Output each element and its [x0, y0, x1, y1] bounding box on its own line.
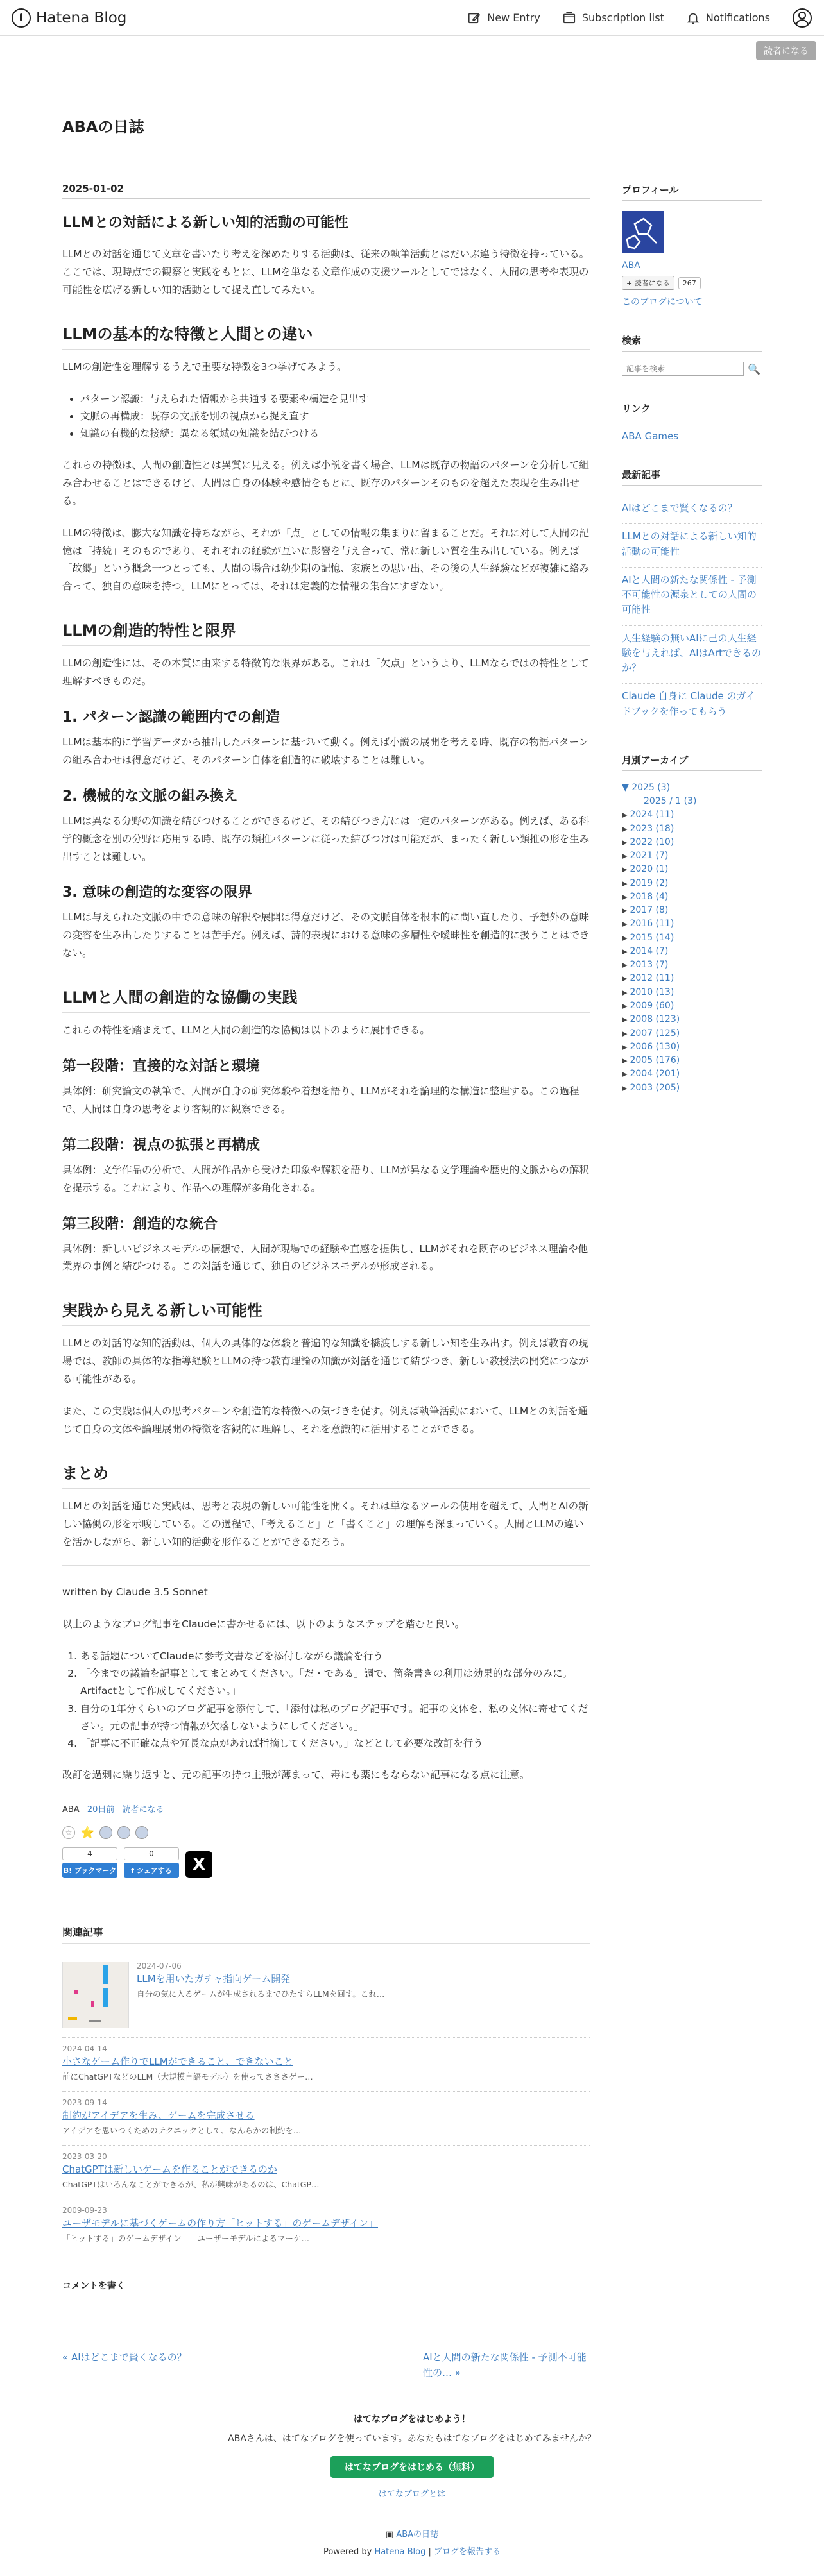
archive-year[interactable]: [622, 958, 762, 972]
basic-list: [62, 391, 590, 443]
paragraph-note: 改訂を過剰に繰り返すと、元の記事の持つ主張が薄まって、毒にも薬にもならない記事になる点に注意。: [62, 1768, 530, 1781]
archive-year[interactable]: [622, 822, 762, 836]
sidebar: [622, 183, 762, 2412]
related-item: [62, 2092, 590, 2146]
new-entry-label: New Entry: [487, 12, 540, 24]
recent-link[interactable]: LLMとの対話による新しい知的活動の可能性: [622, 530, 757, 557]
archive-link[interactable]: 2023 (18): [630, 823, 674, 834]
subscribe-button[interactable]: 読者になる: [756, 41, 816, 60]
list-item: • 知識の有機的な接続：異なる領域の知識を結びつける: [80, 425, 590, 443]
follower-count: 267: [678, 277, 701, 289]
archive-link[interactable]: 2008 (123): [630, 1014, 680, 1025]
archive-month[interactable]: [622, 795, 762, 808]
entry-date[interactable]: 2025-01-02: [62, 183, 590, 199]
powered-by: Powered by Hatena Blog | ブログを報告する: [323, 2546, 501, 2557]
avatar[interactable]: [99, 1826, 112, 1839]
heading-stage-3: 第三段階：創造的な統合: [62, 1216, 218, 1232]
paragraph-basic-3: LLMの特徴は、膨大な知識を持ちながら、それが「点」としての情報の集まりに留まることだ。それに対して人間の記憶は「持続」そのものであり、それぞれの経験が互いに影響を与え合って、常に新しい質を生み出している。例えば「故郷」という概念一つとっても、人間の場合は幼少期の記憶、家族との思い出、その後の人生経験などが複雑に絡み合って、独自の意味を持つ。LLMにとっては、それは定義的な情報の集合にすぎない。: [62, 527, 590, 593]
related-link[interactable]: ユーザモデルに基づくゲームの作り方「ヒットする」のゲームデザイン」: [62, 2217, 379, 2229]
user-menu-button[interactable]: [792, 8, 812, 28]
expand-triangle-icon[interactable]: ▶: [622, 974, 628, 983]
list-item: • パターン認識：与えられた情報から共通する要素や構造を見出す: [80, 391, 590, 408]
hatena-bookmark-button[interactable]: [62, 1847, 117, 1878]
steps-list: [62, 1648, 590, 1752]
archive-year[interactable]: [622, 904, 762, 917]
related-item: [62, 2146, 590, 2199]
user-circle-icon: [792, 8, 812, 28]
related-item: [62, 2199, 590, 2253]
list-item: • 文脈の再構成：既存の文脈を別の視点から捉え直す: [80, 408, 590, 425]
search-input[interactable]: [622, 362, 744, 376]
step-item: 1. ある話題についてClaudeに参考文書などを添付しながら議論を行う: [80, 1648, 590, 1665]
related-snippet: 自分の気に入るゲームが生成されるまでひたすらLLMを回す。これ…: [137, 1988, 385, 1999]
about-blog-link[interactable]: このブログについて: [622, 297, 703, 307]
facebook-share-button[interactable]: [124, 1847, 179, 1878]
search-module: [622, 334, 762, 376]
paragraph-practice-2: また、この実践は個人の思考パターンや創造的な特徴への気づきを促す。例えば執筆活動において、LLMとの対話を通じて自身の文体や論理展開の特徴を客観的に理解し、それを意識的に活用することができる。: [62, 1405, 588, 1435]
link-module: [622, 402, 762, 442]
pencil-square-icon: [467, 11, 481, 25]
profile-avatar[interactable]: [622, 211, 664, 253]
brand-name: Hatena Blog: [36, 9, 127, 26]
related-link[interactable]: 制約がアイデアを生み、ゲームを完成させる: [62, 2109, 255, 2121]
archive-link[interactable]: 2025 / 1 (3): [644, 796, 697, 807]
archive-year[interactable]: [622, 863, 762, 876]
related-date: 2024-04-14: [62, 2044, 107, 2053]
expand-triangle-icon[interactable]: ▶: [622, 961, 628, 970]
archive-link[interactable]: 2013 (7): [630, 960, 669, 970]
page-footer: [62, 2412, 762, 2576]
paragraph-pattern: LLMは基本的に学習データから抽出したパターンに基づいて動く。例えば小説の展開を考える時、既存の物語パターンの組み合わせは得意だけど、そのパターン自体を創造的に破壊することは難しい。: [62, 736, 589, 766]
heading-collab: LLMと人間の創造的な協働の実践: [62, 985, 590, 1013]
heading-practice: 実践から見える新しい可能性: [62, 1298, 590, 1326]
expand-triangle-icon[interactable]: ▶: [622, 1056, 628, 1065]
hatena-bookmark-count: 4: [62, 1847, 117, 1860]
report-blog-link[interactable]: ブログを報告する: [434, 2546, 501, 2557]
search-title: 検索: [622, 334, 762, 352]
related-snippet: 前にChatGPTなどのLLM（大規模言語モデル）を使ってさささゲー…: [62, 2071, 313, 2081]
archive-year[interactable]: [622, 972, 762, 985]
heading-meaning: 3. 意味の創造的な変容の限界: [62, 885, 252, 901]
aba-games-link[interactable]: ABA Games: [622, 430, 679, 442]
paragraph-practice: LLMとの対話的な知的活動は、個人の具体的な体験と普遍的な知識を橋渡しする新しい知を生み出す。例えば教育の現場では、教師の具体的な指導経験とLLMの持つ教育理論の知識が対話を通じて結びつき、新しい教授法の開発につながる可能性がある。: [62, 1337, 589, 1385]
archive-year[interactable]: [622, 945, 762, 958]
related-date: 2023-09-14: [62, 2097, 107, 2107]
profile-name-link[interactable]: ABA: [622, 260, 640, 271]
star-icon: ⭐: [80, 1826, 95, 1840]
paragraph-context: LLMは異なる分野の知識を結びつけることができるけど、その結びつき方には一定のパターンがある。例えば、ある科学的概念を別の分野に応用する時、既存の類推パターンに従った結びつけは可能だが、まったく新しい類推の形を生み出すことは難しい。: [62, 815, 590, 863]
heading-stage-2: 第二段階：視点の拡張と再構成: [62, 1137, 261, 1153]
x-share-button[interactable]: X: [185, 1851, 212, 1878]
hatena-blog-link[interactable]: Hatena Blog: [374, 2546, 426, 2557]
hatena-blog-logo[interactable]: [12, 8, 126, 28]
pager-next-link[interactable]: AIと人間の新たな関係性 - 予測不可能性の… »: [423, 2351, 587, 2378]
archive-link[interactable]: 2014 (7): [630, 945, 669, 956]
archive-link[interactable]: 2009 (60): [630, 1001, 674, 1011]
expand-triangle-icon[interactable]: ▶: [622, 1042, 628, 1051]
heading-stage-1: 第一段階：直接的な対話と環境: [62, 1058, 261, 1074]
related-link[interactable]: LLMを用いたガチャ指向ゲーム開発: [137, 1972, 291, 1985]
heading-pattern: 1. パターン認識の範囲内での創造: [62, 709, 280, 725]
related-snippet: ChatGPTはいろんなことができるが、私が興味があるのは、ChatGP…: [62, 2179, 320, 2189]
archive-link[interactable]: 2010 (13): [630, 987, 674, 997]
expand-triangle-icon[interactable]: ▶: [622, 906, 628, 915]
archive-year[interactable]: [622, 877, 762, 890]
heading-summary: まとめ: [62, 1461, 590, 1489]
archive-link[interactable]: 2021 (7): [630, 851, 669, 861]
archive-year[interactable]: [622, 849, 762, 863]
archive-module: [622, 753, 762, 1095]
expand-triangle-icon[interactable]: ▶: [622, 811, 628, 820]
follow-row: [622, 276, 762, 290]
follow-button[interactable]: + 読者になる: [622, 276, 674, 290]
paragraph-basic: LLMの創造性を理解するうえで重要な特徴を3つ挙げてみよう。: [62, 360, 347, 373]
related-thumbnail[interactable]: [62, 1962, 129, 2028]
blog-title[interactable]: ABAの日誌: [62, 118, 144, 136]
notifications-label: Notifications: [705, 12, 770, 24]
powered-by-prefix: Powered by: [323, 2546, 375, 2557]
expand-triangle-icon[interactable]: ▶: [622, 1083, 628, 1092]
paragraph-intro: LLMとの対話を通じて文章を書いたり考えを深めたりする活動は、従来の執筆活動とはだいぶ違う特徴を持っている。ここでは、現時点での観察と実践をもとに、LLMを単なる文章作成の支援ツールとしてではなく、人間の思考や表現の可能性を広げる新しい知的活動として捉え直してみたい。: [62, 248, 590, 296]
archive-year[interactable]: [622, 836, 762, 849]
archive-link[interactable]: 2003 (205): [630, 1082, 680, 1093]
related-date: 2024-07-06: [137, 1961, 182, 1970]
archive-link[interactable]: 2020 (1): [630, 864, 669, 875]
entry-title[interactable]: LLMとの対話による新しい知的活動の可能性: [62, 215, 348, 231]
global-header: [0, 0, 824, 36]
author-name: ABA: [62, 1804, 80, 1815]
avatar[interactable]: [117, 1826, 130, 1839]
new-entry-button[interactable]: [467, 11, 540, 25]
facebook-share-count: 0: [124, 1847, 179, 1860]
expand-triangle-icon[interactable]: ▶: [622, 947, 628, 956]
expand-triangle-icon[interactable]: ▶: [622, 1070, 628, 1079]
list-item: [622, 524, 762, 568]
page-wrapper: [62, 114, 762, 2576]
subscription-list-button[interactable]: [562, 11, 664, 25]
archive-list: [622, 808, 762, 1095]
profile-module: [622, 183, 762, 308]
archive-year[interactable]: [622, 1054, 762, 1067]
heading-creative: LLMの創造的特性と限界: [62, 618, 590, 646]
archive-year[interactable]: [622, 931, 762, 945]
archive-year[interactable]: [622, 1067, 762, 1081]
paragraph-creative: LLMの創造性には、その本質に由来する特徴的な限界がある。これは「欠点」というより、LLMならではの特性として理解すべきものだ。: [62, 657, 589, 688]
divider: [62, 1565, 590, 1566]
archive-year[interactable]: [622, 808, 762, 822]
main-column: [62, 183, 590, 2412]
archive-link[interactable]: 2012 (11): [630, 973, 674, 984]
archive-year[interactable]: [622, 999, 762, 1013]
expand-triangle-icon[interactable]: ▶: [622, 988, 628, 997]
list-item: [622, 684, 762, 727]
subscribe-link[interactable]: 読者になる: [122, 1804, 164, 1815]
expand-triangle-icon[interactable]: ▶: [622, 838, 628, 847]
list-item: [622, 496, 762, 524]
archive-link[interactable]: 2017 (8): [630, 905, 669, 916]
expand-triangle-icon[interactable]: ▶: [622, 824, 628, 833]
expand-triangle-icon[interactable]: ▶: [622, 865, 628, 874]
pager-prev-link[interactable]: « AIはどこまで賢くなるの？: [62, 2351, 187, 2363]
list-item: [622, 568, 762, 626]
write-comment-link[interactable]: コメントを書く: [62, 2280, 125, 2291]
expand-triangle-icon[interactable]: ▶: [622, 933, 628, 942]
archive-year[interactable]: [622, 1013, 762, 1026]
star-row: [62, 1826, 590, 1840]
expand-triangle-icon[interactable]: ▶: [622, 920, 628, 929]
expand-triangle-icon[interactable]: ▶: [622, 1029, 628, 1038]
related-snippet: アイデアを思いつくためのテクニックとして、なんらかの制約を…: [62, 2125, 302, 2135]
link-title: リンク: [622, 402, 762, 419]
archive-link[interactable]: 2004 (201): [630, 1069, 680, 1080]
step-item: 3. 自分の1年分くらいのブログ記事を添付して、「添付は私のブログ記事です。記事の文体を、私の文体に寄せてください。元の記事が持つ情報が欠落しないようにしてください。」: [80, 1700, 590, 1735]
step-item: 4. 「記事に不正確な点や冗長な点があれば指摘してください。」などとして必要な改訂を行う: [80, 1735, 590, 1752]
entry-footer: [62, 1802, 590, 1815]
related-item: [62, 2038, 590, 2092]
start-blog-button[interactable]: はてなブログをはじめる（無料）: [330, 2456, 494, 2478]
paragraph-summary: LLMとの対話を通じた実践は、思考と表現の新しい可能性を開く。それは単なるツールの使用を超えて、人間とAIの新しい協働の形を示唆している。この過程で、「考えること」と「書くこと」の理解も深まっていく。人間とLLMの違いを活かしながら、新しい知的活動を形作ることができるだろう。: [62, 1500, 588, 1548]
written-by: written by Claude 3.5 Sonnet: [62, 1586, 208, 1598]
step-item: 2. 「今までの議論を記事としてまとめてください。「だ・である」調で、箇条書きの利用は効果的な部分のみに。Artifactとして作成してください。」: [80, 1665, 590, 1700]
paragraph-stage-3: 具体例：新しいビジネスモデルの構想で、人間が現場での経験や直感を提供し、LLMがそれを既存のビジネス理論や他業界の事例と結びつける。この対話を通じて、独自のビジネスモデルが形成される。: [62, 1242, 588, 1273]
notifications-button[interactable]: [686, 11, 770, 25]
archive-year[interactable]: [622, 1040, 762, 1054]
list-item: [622, 626, 762, 684]
related-date: 2023-03-20: [62, 2151, 107, 2161]
paragraph-meaning: LLMは与えられた文脈の中での意味の解釈や展開は得意だけど、その文脈自体を根本的に問い直したり、予想外の意味の変容を生み出したりすることは苦手だ。例えば、詩的表現における意味の多層性や曖昧性を創造的に扱うことはできない。: [62, 911, 590, 960]
related-title: 関連記事: [62, 1924, 590, 1944]
entry-body: [62, 246, 590, 1784]
related-item: [62, 1955, 590, 2038]
pager: [62, 2350, 590, 2380]
expand-triangle-icon[interactable]: ▶: [622, 852, 628, 861]
subscription-icon: [562, 11, 576, 25]
archive-link[interactable]: ▼ 2025 (3): [622, 782, 671, 793]
archive-link[interactable]: 2024 (11): [630, 809, 674, 820]
heading-context: 2. 機械的な文脈の組み換え: [62, 788, 238, 804]
recent-link[interactable]: AIはどこまで賢くなるの？: [622, 502, 737, 514]
archive-year[interactable]: [622, 890, 762, 904]
related-link[interactable]: 小さなゲーム作りでLLMができること、できないこと: [62, 2055, 293, 2067]
archive-year[interactable]: [622, 1027, 762, 1040]
related-entries: [62, 1924, 590, 2253]
bell-icon: [686, 11, 700, 25]
expand-triangle-icon[interactable]: ▶: [622, 879, 628, 888]
hatena-bookmark-label: B! ブックマーク: [62, 1863, 117, 1878]
content-columns: [62, 183, 762, 2412]
archive-title: 月別アーカイブ: [622, 753, 762, 771]
archive-link[interactable]: 2016 (11): [630, 919, 674, 929]
footer-text: ABAさんは、はてなブログを使っています。あなたもはてなブログをはじめてみませんか？: [228, 2433, 596, 2444]
archive-link[interactable]: 2007 (125): [630, 1028, 680, 1038]
paragraph-basic-2: これらの特徴は、人間の創造性とは異質に見える。例えば小説を書く場合、LLMは既存の物語のパターンを分析して組み合わせることはできるけど、人間は自身の体験や感情をもとに、既存のパターンそのものを超えた表現を生み出せる。: [62, 459, 589, 507]
paragraph-stage-1: 具体例：研究論文の執筆で、人間が自身の研究体験や着想を語り、LLMがそれを論理的な構造に整理する。この過程で、人間は自身の思考をより客観的に観察できる。: [62, 1085, 579, 1115]
related-link[interactable]: ChatGPTは新しいゲームを作ることができるのか: [62, 2163, 277, 2175]
search-form: [622, 362, 762, 376]
related-snippet: 「ヒットする」のゲームデザイン――ユーザーモデルによるマーケ…: [62, 2233, 310, 2243]
recent-module: [622, 468, 762, 727]
archive-year[interactable]: [622, 917, 762, 931]
what-is-hatena-link[interactable]: はてなブログとは: [378, 2489, 446, 2499]
archive-link[interactable]: 2018 (4): [630, 891, 669, 902]
recent-link[interactable]: 人生経験の無いAIに己の人生経験を与えれば、AIはArtできるのか？: [622, 632, 761, 674]
paragraph-howto: 以上のようなブログ記事をClaudeに書かせるには、以下のようなステップを踏むと良い。: [62, 1618, 465, 1631]
subscribe-bar: [0, 36, 824, 62]
facebook-share-label: f シェアする: [124, 1863, 179, 1878]
archive-link[interactable]: 2015 (14): [630, 932, 674, 943]
related-date: 2009-09-23: [62, 2205, 107, 2215]
entry-time-link[interactable]: 20日前: [87, 1804, 115, 1815]
subscription-list-label: Subscription list: [581, 12, 664, 24]
paragraph-collab: これらの特性を踏まえて、LLMと人間の創造的な協働は以下のように展開できる。: [62, 1024, 430, 1037]
profile-pattern-icon: [622, 211, 664, 253]
expand-triangle-icon[interactable]: ▶: [622, 1015, 628, 1024]
footer-heading: はてなブログをはじめよう！: [354, 2414, 470, 2425]
profile-title: プロフィール: [622, 183, 762, 201]
footer-blog-link[interactable]: ABAの日誌: [396, 2529, 439, 2539]
expand-triangle-icon[interactable]: ▶: [622, 892, 628, 901]
footer-blog-icon: ▣: [385, 2529, 397, 2539]
paragraph-stage-2: 具体例：文学作品の分析で、人間が作品から受けた印象や解釈を語り、LLMが異なる文学理論や歴史的文脈からの解釈を提示する。これにより、作品への理解が多角化される。: [62, 1164, 589, 1194]
recent-link[interactable]: AIと人間の新たな関係性 - 予測不可能性の源泉としての人間の可能性: [622, 573, 757, 616]
avatar[interactable]: [135, 1826, 148, 1839]
heading-basic: LLMの基本的な特徴と人間との違い: [62, 321, 590, 350]
archive-link[interactable]: 2022 (10): [630, 836, 674, 847]
hatena-logo-icon: [12, 8, 31, 28]
archive-link[interactable]: 2019 (2): [630, 877, 669, 888]
expand-triangle-icon[interactable]: ▶: [622, 1002, 628, 1010]
archive-year[interactable]: [622, 986, 762, 999]
search-icon[interactable]: 🔍: [748, 362, 760, 375]
archive-link[interactable]: 2005 (176): [630, 1055, 680, 1066]
archive-link[interactable]: 2006 (130): [630, 1041, 680, 1052]
archive-year-open[interactable]: [622, 781, 762, 795]
add-star-icon[interactable]: ☆: [62, 1826, 75, 1839]
share-buttons: [62, 1847, 590, 1878]
recent-link[interactable]: Claude 自身に Claude のガイドブックを作ってもらう: [622, 690, 756, 717]
archive-year[interactable]: [622, 1081, 762, 1095]
recent-title: 最新記事: [622, 468, 762, 486]
